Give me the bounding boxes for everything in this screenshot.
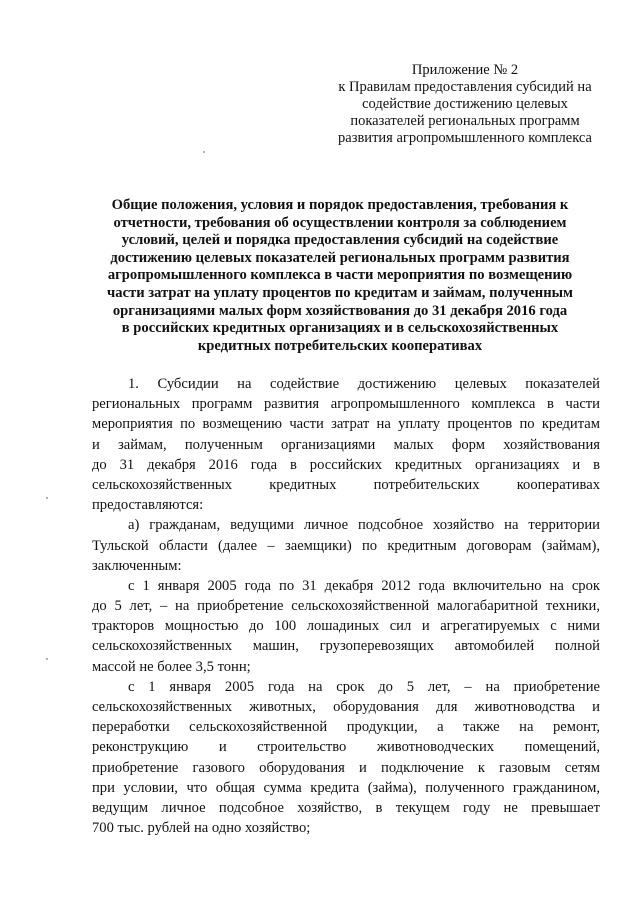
- title-line: части затрат на уплату процентов по кредитам и займам, полученным: [107, 284, 573, 301]
- body-line: переработки сельскохозяйственной продукции, а также на ремонт,: [92, 719, 600, 736]
- body-line: сельскохозяйственных кредитных потребительских кооперативах: [92, 476, 600, 493]
- body-line: 700 тыс. рублей на одно хозяйство;: [92, 820, 311, 837]
- document-body: [92, 374, 600, 838]
- body-line: при условии, что общая сумма кредита (займа), полученного гражданином,: [92, 779, 600, 796]
- body-line: Тульской области (далее – заемщики) по кредитным договорам (займам),: [92, 537, 600, 554]
- title-line: организациями малых форм хозяйствования до 31 декабря 2016 года: [112, 302, 568, 319]
- title-line: кредитных потребительских кооперативах: [197, 337, 483, 354]
- body-line: и займам, полученным организациями малых форм хозяйствования: [92, 436, 600, 453]
- body-line: тракторов мощностью до 100 лошадиных сил и агрегатируемых с ними: [92, 618, 600, 635]
- body-line: до 5 лет, – на приобретение сельскохозяйственной малогабаритной техники,: [92, 598, 600, 615]
- title-line: Общие положения, условия и порядок предоставления, требования к: [111, 197, 569, 213]
- body-line: сельскохозяйственных животных, оборудования для животноводства и: [92, 699, 600, 715]
- document-title: [80, 197, 600, 355]
- body-line: мероприятия по возмещению части затрат на уплату процентов по кредитам: [92, 416, 600, 433]
- body-line: с 1 января 2005 года на срок до 5 лет, – на приобретение: [128, 678, 600, 695]
- title-line: достижению целевых показателей региональных программ развития: [110, 249, 570, 266]
- body-line: массой не более 3,5 тонн;: [92, 658, 251, 675]
- paragraph-4: [92, 677, 600, 839]
- paragraph-2: [92, 515, 600, 576]
- title-line: отчетности, требования об осуществлении контроля за соблюдением: [113, 214, 567, 231]
- appendix-line: развития агропромышленного комплекса: [338, 130, 592, 146]
- title-line: агропромышленного комплекса в части мероприятия по возмещению: [107, 267, 573, 284]
- body-line: заключенным:: [92, 557, 182, 574]
- body-line: с 1 января 2005 года по 31 декабря 2012 года включительно на срок: [128, 577, 600, 594]
- appendix-header: [330, 62, 600, 147]
- scan-speck: [46, 497, 48, 499]
- body-line: предоставляются:: [92, 497, 204, 514]
- body-line: региональных программ развития агропромышленного комплекса в части: [92, 396, 600, 413]
- appendix-line: показателей региональных программ: [350, 113, 580, 129]
- body-line: 1. Субсидии на содействие достижению целевых показателей: [128, 376, 600, 392]
- title-line: в российских кредитных организациях и в сельскохозяйственных: [121, 320, 559, 337]
- scan-speck: [46, 658, 48, 660]
- body-line: реконструкцию и строительство животноводческих помещений,: [92, 739, 600, 756]
- scan-speck: [203, 151, 205, 153]
- body-line: сельскохозяйственных машин, грузоперевозящих автомобилей полной: [92, 638, 600, 655]
- appendix-line: содействие достижению целевых: [362, 96, 568, 112]
- paragraph-1: [92, 374, 600, 515]
- appendix-line: к Правилам предоставления субсидий на: [338, 79, 592, 95]
- title-line: условий, целей и порядка предоставления субсидий на содействие: [121, 232, 559, 249]
- body-line: ведущим личное подсобное хозяйство, в текущем году не превышает: [92, 799, 600, 816]
- body-line: до 31 декабря 2016 года в российских кредитных организациях и в: [92, 456, 600, 473]
- appendix-number: Приложение № 2: [411, 62, 519, 78]
- body-line: приобретение газового оборудования и подключение к газовым сетям: [92, 759, 600, 776]
- body-line: а) гражданам, ведущими личное подсобное хозяйство на территории: [128, 517, 600, 534]
- paragraph-3: [92, 576, 600, 677]
